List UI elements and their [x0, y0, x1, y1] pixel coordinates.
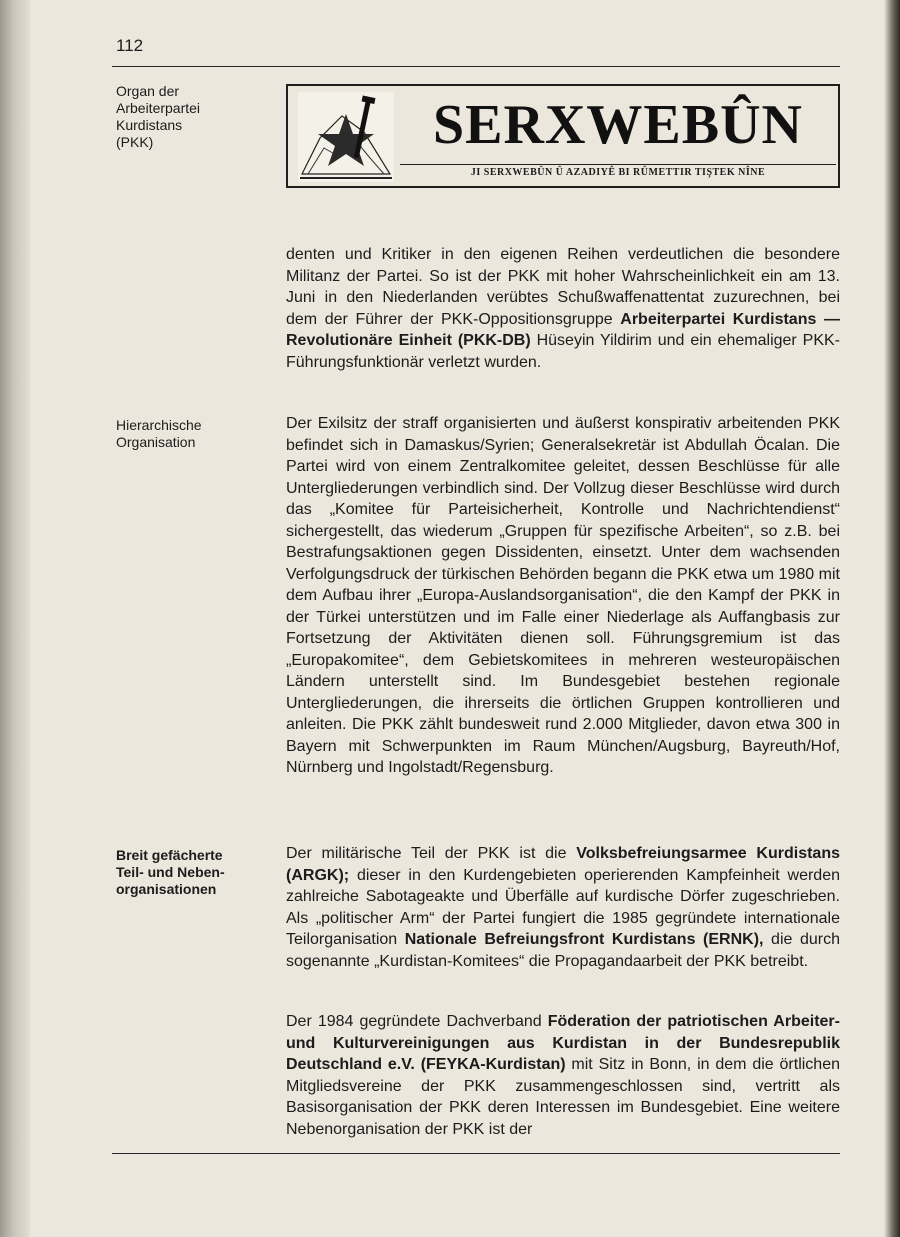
serxwebun-masthead — [286, 84, 840, 188]
paragraph-body: Der 1984 gegründete Dachverband Föderation der patriotischen Arbeiter- und Kulturvereinigungen aus Kurdistan in der Bundesrepublik Deutschland e.V. (FEYKA-Kurdistan) mit Sitz in Bonn, in dem die örtlichen Mitgliedsvereine der PKK zusammengeschlossen sind, vertritt als Basisorganisation der PKK deren Interessen im Bundesgebiet. Eine weitere Nebenorganisation der PKK ist der — [286, 1013, 840, 1138]
masthead-motto: JI SERXWEBÛN Û AZADIYÊ BI RÛMETTIR TIŞTEK NÎNE — [400, 164, 836, 181]
sidenote-line: Kurdistans — [116, 117, 183, 133]
sidenote-line: Organisation — [116, 434, 196, 450]
paragraph-feyka — [286, 1011, 840, 1140]
header-rule — [112, 66, 840, 67]
sidenote-hierarchy — [116, 417, 256, 451]
sidenote-line: Arbeiterpartei — [116, 100, 201, 116]
paragraph-body: Der militärische Teil der PKK ist die Volksbefreiungsarmee Kurdistans (ARGK); dieser in den Kurdengebieten operierenden Kampfeinheit werden zahlreiche Sabotageakte und Überfälle auf kurdische Dörfer zugeschrieben. Als „politischer Arm“ der Partei fungiert die 1985 gegründete internationale Teilorganisation Nationale Befreiungsfront Kurdistans (ERNK), die durch sogenannte „Kurdistan-Komitees“ die Propagandaarbeit der PKK betreibt. — [286, 845, 841, 970]
masthead-title: SERXWEBÛN — [433, 94, 803, 156]
sidenote-subsidiaries — [116, 847, 256, 898]
book-binding-shadow — [0, 0, 30, 1237]
bold-term: Arbeiterpartei Kurdistans — Revolutionäre Einheit (PKK-DB) — [286, 310, 840, 349]
paragraph-military — [286, 843, 840, 972]
page-edge-shadow — [884, 0, 900, 1237]
bold-term: Nationale Befreiungsfront Kurdistans (ERNK), — [404, 931, 764, 948]
paragraph-organisation — [286, 413, 840, 779]
paragraph-militancy — [286, 244, 840, 373]
sidenote-line: Breit gefächerte — [116, 847, 223, 863]
bold-term: Volksbefreiungsarmee Kurdistans (ARGK); — [286, 845, 841, 884]
paragraph-body: Der Exilsitz der straff organisierten und äußerst konspirativ arbeitenden PKK befindet sich in Damaskus/Syrien; Generalsekretär ist Abdullah Öcalan. Die Partei wird von einem Zentralkomitee geleitet, dessen Beschlüsse für alle Untergliederungen verbindlich sind. Der Vollzug dieser Beschlüsse wird durch das „Komitee für Parteisicherheit, Kontrolle und Nachrichtendienst“ sichergestellt, das wiederum „Gruppen für spezifische Arbeiten“, so z.B. bei Bestrafungsaktionen gegen Dissidenten, einsetzt. Unter dem wachsenden Verfolgungsdruck der türkischen Behörden begann die PKK etwa um 1980 mit dem Aufbau ihrer „Europa-Auslandsorganisation“, die den Kampf der PKK in der Türkei unterstützen und im Falle einer Niederlage als Auffangbasis zur Fortsetzung der Aktivitäten dienen soll. Führungsgremium ist das „Europakomitee“, dem Gebietskomitees in mehreren westeuropäischen Ländern unterstellt sind. Im Bundesgebiet bestehen regionale Untergliederungen, die ihrerseits die örtlichen Gruppen kontrollieren und anleiten. Die PKK zählt bundesweit rund 2.000 Mitglieder, davon etwa 300 in Bayern mit Schwerpunkten im Raum München/Augsburg, Bayreuth/Hof, Nürnberg und Ingolstadt/Regensburg. — [286, 415, 840, 776]
star-rifle-emblem-icon — [298, 92, 394, 182]
footer-rule — [112, 1153, 840, 1154]
sidenote-line: organisationen — [116, 881, 217, 897]
sidenote-line: Organ der — [116, 83, 180, 99]
sidenote-organ — [116, 83, 256, 151]
sidenote-line: Teil- und Neben- — [116, 864, 225, 880]
paragraph-body: denten und Kritiker in den eigenen Reihen verdeutlichen die besondere Militanz der Partei. So ist der PKK mit hoher Wahrscheinlichkeit ein am 13. Juni in den Niederlanden verübtes Schußwaffenattentat zuzurechnen, bei dem der Führer der PKK-Oppositionsgruppe Arbeiterpartei Kurdistans — Revolutionäre Einheit (PKK-DB) Hüseyin Yildirim und ein ehemaliger PKK-Führungsfunktionär verletzt wurden. — [286, 246, 840, 371]
page-number: 112 — [116, 36, 144, 55]
bold-term: Föderation der patriotischen Arbeiter- und Kulturvereinigungen aus Kurdistan in der Bundesrepublik Deutschland e.V. (FEYKA-Kurdistan) — [286, 1013, 840, 1073]
sidenote-line: (PKK) — [116, 134, 154, 150]
sidenote-line: Hierarchische — [116, 417, 202, 433]
